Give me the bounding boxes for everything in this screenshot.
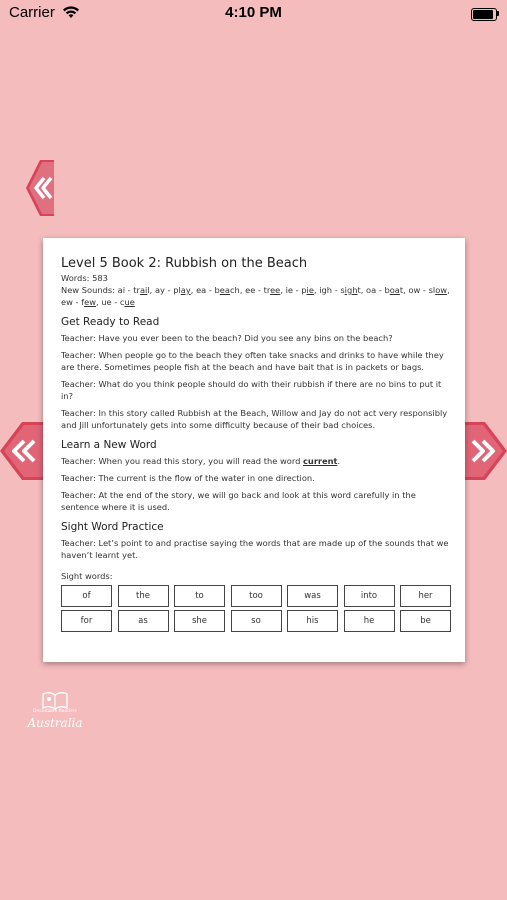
new-word-paragraphs <box>61 472 453 513</box>
sound-grapheme: oa <box>389 285 400 295</box>
new-sounds-list <box>61 285 450 307</box>
sight-word-cell: his <box>287 610 338 632</box>
teacher-paragraph: Teacher: Have you ever been to the beach? Did you see any bins on the beach? <box>61 333 393 343</box>
sound-example: ew - f <box>61 297 85 307</box>
sound-grapheme: ee <box>270 285 281 295</box>
clock: 4:10 PM <box>225 4 282 21</box>
sight-word-cell: into <box>344 585 395 607</box>
new-word: current <box>303 456 338 466</box>
sound-example-end: , <box>280 285 286 295</box>
next-page-button[interactable] <box>463 422 507 480</box>
sight-word-cell: too <box>231 585 282 607</box>
sound-grapheme: ue <box>124 297 135 307</box>
sound-grapheme: ew <box>84 297 96 307</box>
sight-word-cell: was <box>287 585 338 607</box>
sight-word-cell: she <box>174 610 225 632</box>
double-chevron-left-icon <box>26 160 54 216</box>
sound-grapheme: ay <box>180 285 191 295</box>
sight-word-cell: of <box>61 585 112 607</box>
sound-example-end: ch, <box>230 285 246 295</box>
sight-word-cell: be <box>400 610 451 632</box>
logo-subtitle: Decodable Readers <box>33 709 77 714</box>
sight-word-cell: so <box>231 610 282 632</box>
teacher-paragraph: Teacher: When people go to the beach they often take snacks and drinks to have while they are there. Sometimes people fish at the beach and have bait that is in packets or bags. <box>61 350 444 372</box>
sight-word-cell: her <box>400 585 451 607</box>
word-count: Words: 583 <box>61 273 108 283</box>
battery-tip <box>497 11 499 16</box>
teacher-paragraph: Teacher: What do you think people should do with their rubbish if there are no bins to put it in? <box>61 379 442 401</box>
sight-words-label: Sight words: <box>61 571 113 581</box>
sound-example-end: , <box>190 285 197 295</box>
sound-example: ow - sl <box>408 285 436 295</box>
sound-example-end: t, <box>399 285 409 295</box>
sound-example-end: , <box>313 285 320 295</box>
sight-words-grid <box>61 585 453 632</box>
section-heading-new-word: Learn a New Word <box>61 439 157 451</box>
get-ready-paragraphs <box>61 332 453 431</box>
section-heading-get-ready: Get Ready to Read <box>61 316 160 328</box>
sound-example: ie - p <box>285 285 307 295</box>
teacher-paragraph: Teacher: At the end of the story, we will go back and look at this word carefully in the sentence where it is used. <box>61 490 416 512</box>
sound-example: ee - tr <box>245 285 271 295</box>
sound-example-end: l, <box>147 285 155 295</box>
battery-icon <box>471 8 497 21</box>
sound-example-end: t, <box>357 285 367 295</box>
new-word-intro-end: . <box>337 456 341 466</box>
sound-grapheme: ow <box>435 285 448 295</box>
logo-title: Australia <box>27 716 83 730</box>
sound-grapheme: igh <box>344 285 358 295</box>
sound-grapheme: ai <box>139 285 148 295</box>
carrier-label: Carrier <box>9 4 55 21</box>
sound-example: igh - s <box>319 285 345 295</box>
decodable-readers-logo <box>25 688 85 734</box>
sight-word-cell: for <box>61 610 112 632</box>
sound-example: ue - c <box>101 297 125 307</box>
section-heading-sight-words: Sight Word Practice <box>61 521 164 533</box>
new-word-intro-text: Teacher: When you read this story, you will read the word <box>61 456 303 466</box>
teacher-paragraph: Teacher: The current is the flow of the water in one direction. <box>61 473 315 483</box>
sound-example-end: , <box>95 297 102 307</box>
sight-word-cell: to <box>174 585 225 607</box>
sound-example: oa - b <box>366 285 390 295</box>
new-sounds-label: New Sounds: <box>61 285 118 295</box>
sound-example: ea - b <box>196 285 220 295</box>
double-chevron-right-icon <box>463 422 507 480</box>
sound-grapheme: ea <box>219 285 230 295</box>
sight-word-instructions: Teacher: Let’s point to and practise saying the words that are made up of the sounds that we haven’t learnt yet. <box>61 538 449 560</box>
back-button[interactable] <box>26 160 54 216</box>
sound-example: ay - pl <box>154 285 181 295</box>
sound-example-end: , <box>447 285 450 295</box>
previous-page-button[interactable] <box>0 422 44 480</box>
teacher-notes-card <box>43 238 465 662</box>
sight-word-cell: he <box>344 610 395 632</box>
sound-grapheme: ie <box>306 285 314 295</box>
book-title: Level 5 Book 2: Rubbish on the Beach <box>61 256 308 271</box>
sound-example: ai - tr <box>117 285 140 295</box>
new-sounds <box>61 284 453 308</box>
sight-word-cell: as <box>118 610 169 632</box>
double-chevron-left-icon <box>0 422 44 480</box>
status-bar <box>0 0 507 28</box>
teacher-paragraph: Teacher: In this story called Rubbish at the Beach, Willow and Jay do not act very responsibly and Jill unfortunately gets into some difficulty because of their bad choices. <box>61 408 448 430</box>
new-word-intro <box>61 455 453 467</box>
sight-word-cell: the <box>118 585 169 607</box>
